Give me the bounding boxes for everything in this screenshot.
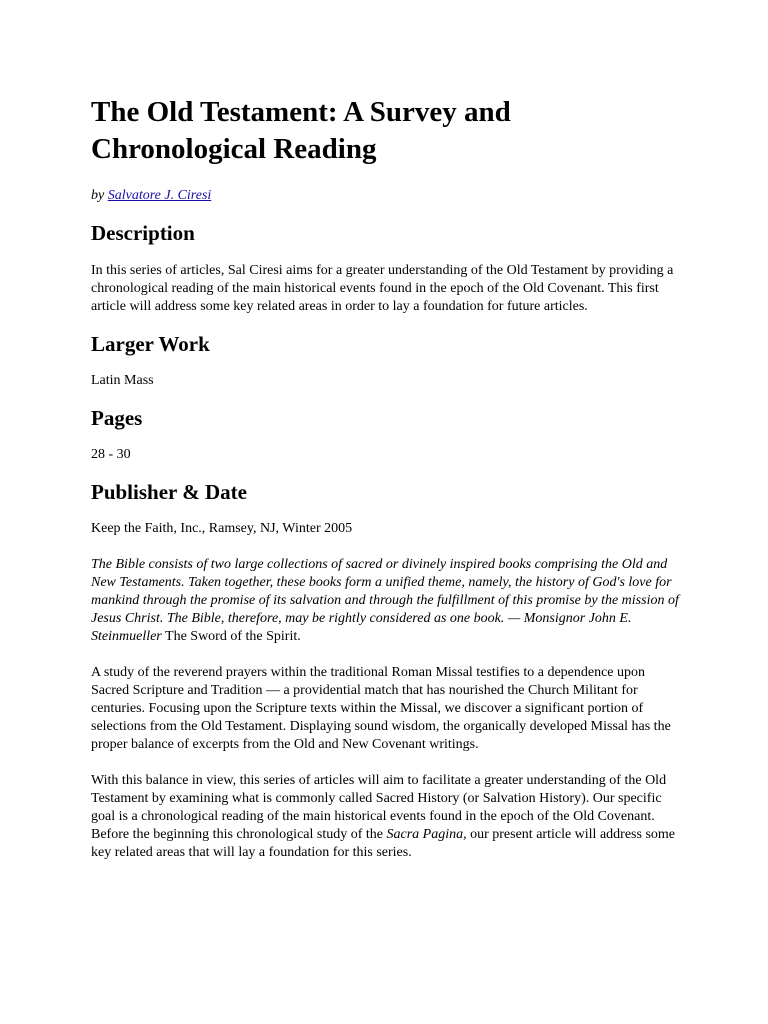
- publisher-text: Keep the Faith, Inc., Ramsey, NJ, Winter 2005: [91, 521, 353, 536]
- byline-prefix: by: [91, 188, 105, 203]
- body-paragraph-2-start: With this balance in view, this series of articles will aim to facilitate a greater understanding of the Old Testament by examining what is commonly called Sacred History (or Salvation History). Our specific goal is a chronological reading of the main historical events found in the epoch of the Old Covenant. Before the beginning this chronological study of the: [91, 773, 667, 842]
- publisher-heading: Publisher & Date: [91, 480, 247, 504]
- author-link[interactable]: Salvatore J. Ciresi: [107, 188, 212, 203]
- larger-work-text: Latin Mass: [91, 373, 154, 388]
- description-text: In this series of articles, Sal Ciresi aims for a greater understanding of the Old Testament by providing a chronological reading of the main historical events found in the epoch of the Old Covenant. This first article will address some key related areas in order to lay a foundation for future articles.: [91, 263, 674, 314]
- body-paragraph-2: [91, 772, 684, 862]
- body-paragraph-1: A study of the reverend prayers within the traditional Roman Missal testifies to a dependence upon Sacred Scripture and Tradition — a providential match that has nourished the Church Militant for centuries. Focusing upon the Scripture texts within the Missal, we discover a significant portion of selections from the Old Testament. Displaying sound wisdom, the organically developed Missal has the proper balance of excerpts from the Old and New Covenant writings.: [91, 665, 671, 752]
- epigraph-quote-text: The Bible consists of two large collections of sacred or divinely inspired books comprising the Old and New Testaments. Taken together, these books form a unified theme, namely, the history of God's love for mankind through the promise of its salvation and through the fulfillment of this promise by the mission of Jesus Christ. The Bible, therefore, may be rightly considered as one book. — Monsignor John E. Steinmueller: [91, 557, 679, 644]
- byline: [91, 187, 684, 205]
- body-paragraph-2-end: , our present article will address some key related areas that will lay a foundation for this series.: [91, 827, 675, 860]
- pages-text: 28 - 30: [91, 447, 131, 462]
- article-title: The Old Testament: A Survey and Chronological Reading: [91, 96, 511, 165]
- description-heading: Description: [91, 221, 195, 245]
- larger-work-heading: Larger Work: [91, 332, 210, 356]
- epigraph-source: The Sword of the Spirit.: [165, 629, 301, 644]
- sacra-pagina-term: Sacra Pagina: [386, 827, 464, 842]
- pages-heading: Pages: [91, 406, 143, 430]
- epigraph-quote: [91, 556, 684, 646]
